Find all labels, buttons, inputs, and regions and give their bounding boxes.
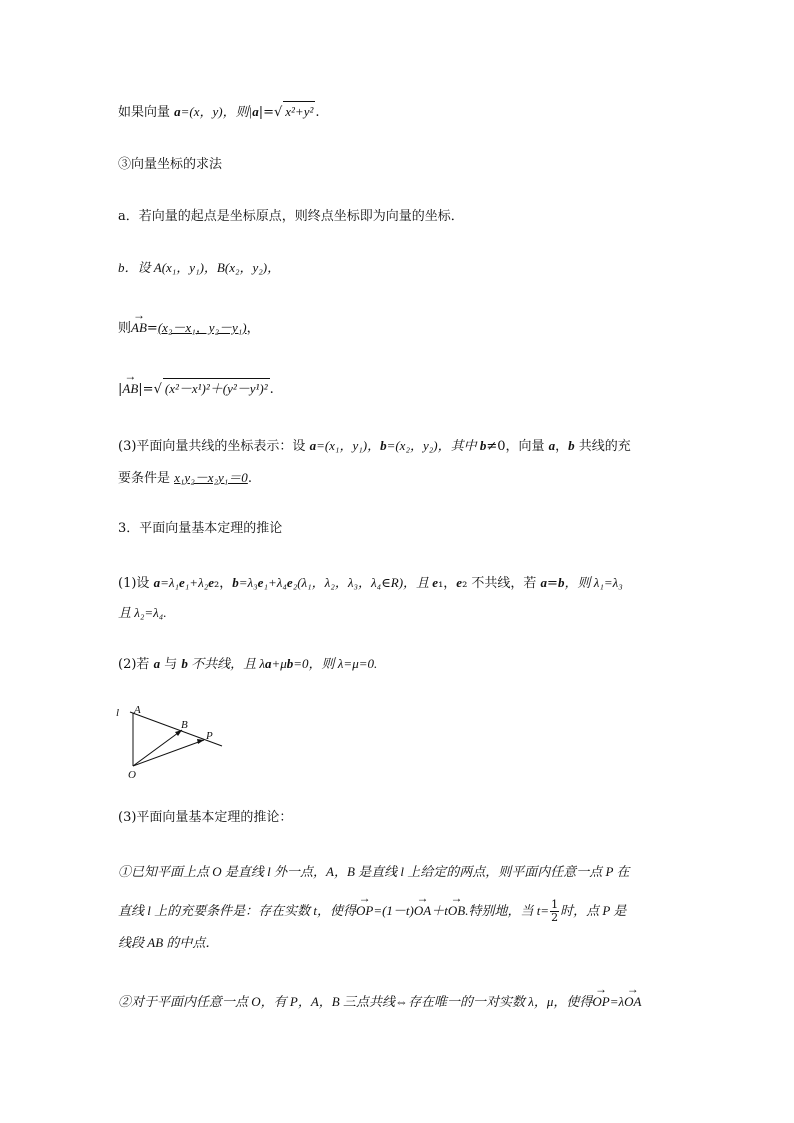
label-l: l: [116, 707, 120, 719]
text-line-8: 要条件是 x₁y₂－x₂y₁＝0.: [118, 470, 252, 486]
segment-OP: [133, 740, 204, 766]
text-line-5: 则→ AB=(x₂－x₁，y₂－y₁)，: [118, 318, 260, 339]
label-B: B: [181, 719, 188, 731]
text-line-7: (3)平面向量共线的坐标表示：设 a=(x₁，y₁)，b=(x₂，y₂)，其中 b≠0，向量 a，b 共线的充: [118, 438, 631, 454]
text-line-1: 如果向量 a=(x，y)，则|a|=√ x²+y² .: [118, 101, 320, 123]
text-line-11: 且 λ₂=λ₄.: [118, 605, 167, 620]
text-line-4: b．设 A(x₁，y₁)，B(x₂，y₂)，: [118, 260, 281, 275]
label-P: P: [206, 730, 213, 742]
fraction-one-half: $\frac{1}{2}$: [551, 898, 559, 924]
label-A: A: [134, 704, 141, 716]
text-line-15: 直线 l 上的充要条件是：存在实数 t，使得→ OP=(1－t)→ OA＋t→ OB.特别地，当 t= $\frac{1}{2}$ 时，点 P 是: [118, 899, 626, 924]
text-line-14: ①已知平面上点 O 是直线 l 外一点，A，B 是直线 l 上给定的两点，则平面内任意一点 P 在: [118, 864, 630, 879]
text-line-3: a．若向量的起点是坐标原点，则终点坐标即为向量的坐标．: [118, 209, 464, 224]
text-line-10: (1)设 a=λ₁e₁+λ₂e₂，b=λ₃e₁+λ₄e₂(λ₁，λ₂，λ₃，λ₄∈R)，且 e₁，e₂ 不共线，若 a=b，则 λ₁=λ₃: [118, 575, 623, 591]
label-O: O: [128, 769, 136, 781]
text-line-2: ③向量坐标的求法: [118, 157, 223, 172]
section-heading-3: 3．平面向量基本定理的推论: [118, 521, 283, 536]
arrowhead-P: [197, 739, 204, 744]
text-line-6: |→ AB|=√ (x²－x¹)²＋(y²－y¹)² .: [118, 378, 274, 400]
geometry-figure: [112, 702, 232, 782]
text-line-16: 线段 AB 的中点．: [118, 935, 219, 950]
text-line-13: (3)平面向量基本定理的推论：: [118, 810, 293, 825]
text-line-12: (2)若 a 与 b 不共线，且 λa+μb=0，则 λ=μ=0.: [118, 656, 378, 672]
segment-OB: [133, 730, 182, 766]
text-line-17: ②对于平面内任意一点 O，有 P，A，B 三点共线⇔存在唯一的一对实数 λ，μ，使得→ OP=λ→ OA: [118, 992, 641, 1013]
